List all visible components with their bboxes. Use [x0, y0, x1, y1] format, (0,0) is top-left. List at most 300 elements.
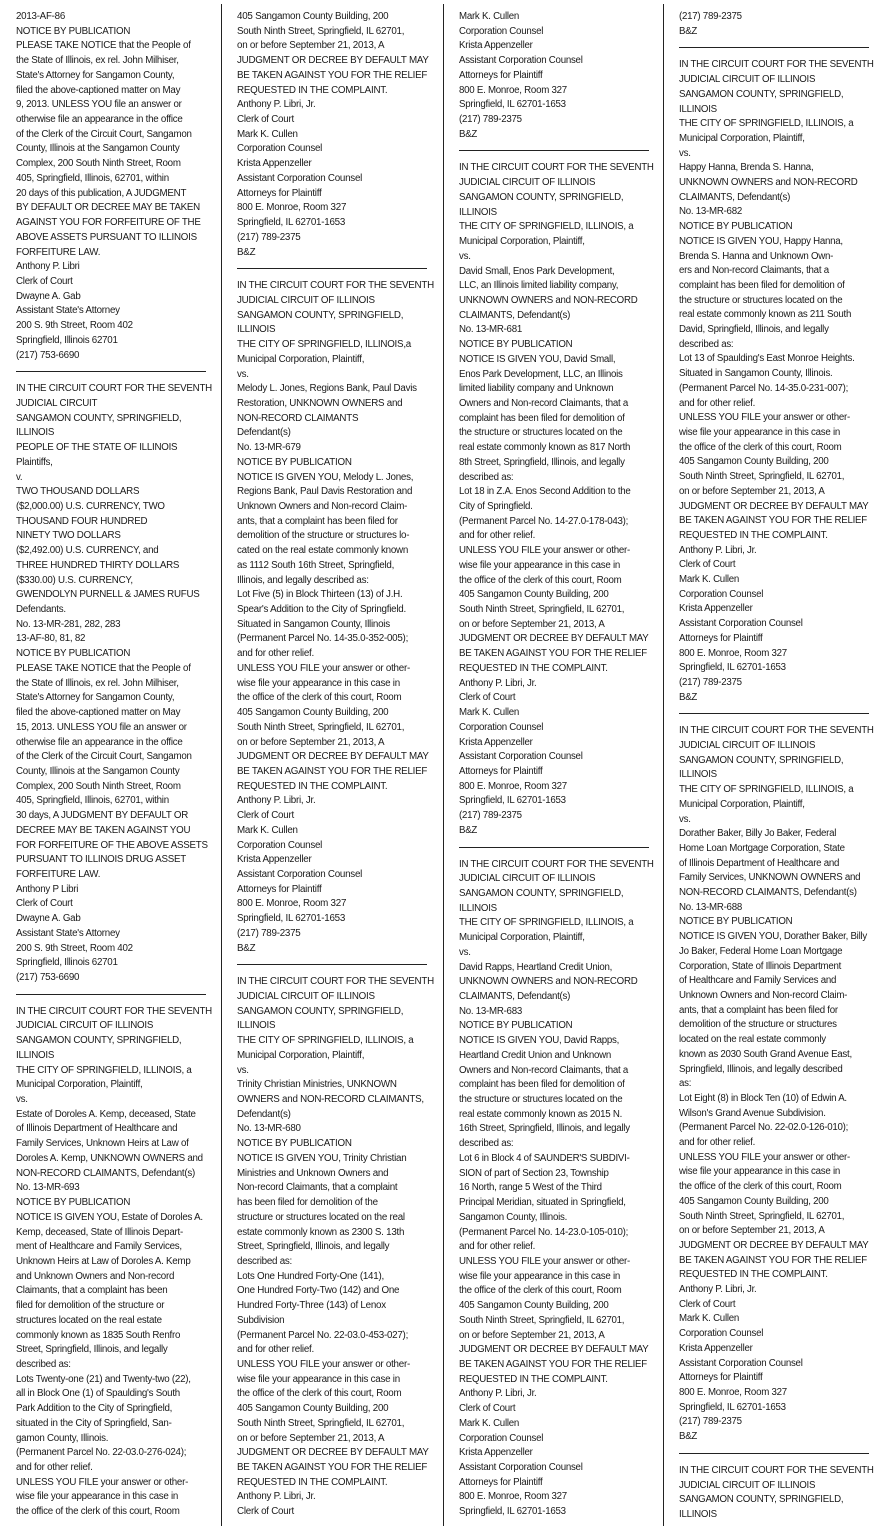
- notice-text-line: (Permanent Parcel No. 22-03.0-276-024);: [16, 1447, 187, 1459]
- notice-text-line: JUDGMENT OR DECREE BY DEFAULT MAY: [237, 751, 429, 763]
- notice-text-line: ment of Healthcare and Family Services,: [16, 1241, 182, 1253]
- notice-text-line: ers and Non-record Claimants, that a: [679, 265, 829, 277]
- notice-text-line: ILLINOIS: [459, 206, 497, 218]
- notice-text-line: 405 Sangamon County Building, 200: [237, 1403, 389, 1415]
- notice-text-line: NOTICE IS GIVEN YOU, Trinity Christian: [237, 1152, 407, 1164]
- notice-text-line: Springfield, Illinois 62701: [16, 334, 118, 346]
- notice-text-line: NOTICE BY PUBLICATION: [16, 25, 131, 37]
- notice-text-line: Corporation Counsel: [459, 25, 544, 37]
- notice-text-line: BE TAKEN AGAINST YOU FOR THE RELIEF: [237, 765, 428, 777]
- notice-text-line: BE TAKEN AGAINST YOU FOR THE RELIEF: [459, 648, 647, 660]
- notice-text-line: THE CITY OF SPRINGFIELD, ILLINOIS, a: [237, 1035, 414, 1047]
- notice-text-line: B&Z: [237, 942, 256, 954]
- notice-text-line: NON-RECORD CLAIMANTS, Defendant(s): [16, 1167, 195, 1179]
- notice-text-line: (217) 789-2375: [459, 114, 522, 126]
- notice-text-line: Attorneys for Plaintiff: [237, 187, 322, 199]
- notice-text-line: NOTICE BY PUBLICATION: [237, 1138, 352, 1150]
- notice-text-line: David Rapps, Heartland Credit Union,: [459, 961, 613, 973]
- notice-text-line: wise file your appearance in this case in: [237, 677, 400, 689]
- notice-text-line: IN THE CIRCUIT COURT FOR THE SEVENTH: [16, 1005, 212, 1017]
- notice-text-line: described as:: [459, 1138, 514, 1150]
- notice-text-line: Assistant State's Attorney: [16, 305, 120, 317]
- notice-text-line: and for other relief.: [237, 1344, 314, 1356]
- notice-text-line: Clerk of Court: [237, 114, 294, 126]
- notice-text-line: NOTICE BY PUBLICATION: [16, 648, 131, 660]
- notice-text-line: SANGAMON COUNTY, SPRINGFIELD,: [237, 309, 404, 321]
- notice-text-line: One Hundred Forty-Two (142) and One: [237, 1285, 400, 1297]
- notice-text-line: Springfield, IL 62701-1653: [237, 913, 346, 925]
- notice-text-line: B&Z: [679, 691, 698, 703]
- notice-text-line: JUDICIAL CIRCUIT OF ILLINOIS: [679, 1479, 816, 1491]
- notice-text-line: THOUSAND FOUR HUNDRED: [16, 515, 148, 527]
- notice-text-line: Ministries and Unknown Owners and: [237, 1167, 389, 1179]
- notice-text-line: described as:: [237, 1255, 293, 1267]
- notice-text-line: Estate of Doroles A. Kemp, deceased, State: [16, 1108, 196, 1120]
- notice-text-line: wise file your appearance in this case in: [16, 1491, 179, 1503]
- notice-text-line: No. 13-MR-680: [237, 1123, 301, 1135]
- notice-text-line: Owners and Non-record Claimants, that a: [459, 397, 629, 409]
- notice-text-line: 800 E. Monroe, Room 327: [459, 1491, 567, 1503]
- notice-text-line: 800 E. Monroe, Room 327: [237, 202, 347, 214]
- notice-text-line: Corporation Counsel: [679, 588, 764, 600]
- notice-text-line: AGAINST YOU FOR FORFEITURE OF THE: [16, 217, 201, 229]
- notice-text-line: JUDICIAL CIRCUIT OF ILLINOIS: [237, 294, 375, 306]
- notice-text-line: vs.: [237, 1064, 249, 1076]
- notice-text-line: BE TAKEN AGAINST YOU FOR THE RELIEF: [459, 1358, 647, 1370]
- notice-text-line: real estate commonly known as 211 South: [679, 309, 852, 321]
- notice-text-line: No. 13-MR-693: [16, 1182, 80, 1194]
- notice-text-line: PEOPLE OF THE STATE OF ILLINOIS: [16, 442, 178, 454]
- notice-text-line: (217) 789-2375: [679, 1416, 742, 1428]
- notice-text-line: NOTICE IS GIVEN YOU, Estate of Doroles A.: [16, 1211, 203, 1223]
- notice-text-line: No. 13-MR-281, 282, 283: [16, 618, 121, 630]
- notice-text-line: as 1112 South 16th Street, Springfield,: [237, 559, 395, 571]
- notice-text-line: No. 13-MR-681: [459, 324, 522, 336]
- notice-text-line: 2013-AF-86: [16, 11, 65, 22]
- notice-text-line: JUDGMENT OR DECREE BY DEFAULT MAY: [237, 1447, 429, 1459]
- notice-text-line: 405, Springfield, Illinois, 62701, within: [16, 172, 169, 184]
- notice-text-line: JUDICIAL CIRCUIT OF ILLINOIS: [679, 74, 816, 86]
- notice-text-line: OWNERS and NON-RECORD CLAIMANTS,: [237, 1094, 424, 1106]
- notice-text-line: Mark K. Cullen: [679, 1313, 740, 1325]
- notice-text-line: Principal Meridian, situated in Springfield,: [459, 1197, 626, 1209]
- notice-text-line: Municipal Corporation, Plaintiff,: [459, 932, 585, 944]
- notice-text-line: Springfield, IL 62701-1653: [237, 217, 346, 229]
- notice-text-line: BE TAKEN AGAINST YOU FOR THE RELIEF: [237, 1462, 428, 1473]
- notice-text-line: the office of the clerk of this court, Room: [237, 1388, 402, 1400]
- notice-text-line: Attorneys for Plaintiff: [459, 69, 543, 81]
- notice-text-line: IN THE CIRCUIT COURT FOR THE SEVENTH: [459, 162, 654, 174]
- notice-text-line: UNLESS YOU FILE your answer or other-: [237, 662, 410, 674]
- notice-text-line: Springfield, Illinois, and legally described: [679, 1063, 843, 1075]
- notice-text-line: Corporation Counsel: [459, 1432, 544, 1444]
- notice-text-line: filed for demolition of the structure or: [16, 1300, 165, 1312]
- notice-text-line: THE CITY OF SPRINGFIELD, ILLINOIS, a: [16, 1064, 192, 1076]
- notice-text-line: Clerk of Court: [16, 898, 73, 910]
- notice-text-line: ILLINOIS: [679, 103, 717, 115]
- notice-text-line: Mark K. Cullen: [679, 574, 740, 586]
- notice-text-line: Unknown Heirs at Law of Doroles A. Kemp: [16, 1255, 191, 1267]
- notice-text-line: Clerk of Court: [459, 692, 516, 704]
- notice-text-line: 405 Sangamon County Building, 200: [459, 589, 609, 601]
- notice-text-line: ILLINOIS: [16, 427, 55, 439]
- notice-text-line: 20 days of this publication, A JUDGMENT: [16, 187, 187, 199]
- notice-text-line: known as 2030 South Grand Avenue East,: [679, 1048, 852, 1060]
- notice-text-line: Heartland Credit Union and Unknown: [459, 1049, 611, 1061]
- notice-text-line: NOTICE BY PUBLICATION: [679, 221, 793, 233]
- notice-text-line: SANGAMON COUNTY, SPRINGFIELD,: [237, 1005, 404, 1017]
- notice-text-line: UNLESS YOU FILE your answer or other-: [679, 412, 850, 424]
- notice-text-line: Municipal Corporation, Plaintiff,: [237, 353, 365, 365]
- notice-text-line: Family Services, Unknown Heirs at Law of: [16, 1138, 189, 1150]
- notice-text-line: on or before September 21, 2013, A: [679, 1225, 825, 1237]
- notice-text-line: 405 Sangamon County Building, 200: [679, 456, 829, 468]
- notice-text-line: REQUESTED IN THE COMPLAINT.: [679, 529, 828, 541]
- notice-text-line: REQUESTED IN THE COMPLAINT.: [237, 780, 388, 792]
- notice-text-line: Krista Appenzeller: [459, 40, 533, 52]
- notice-text-line: Krista Appenzeller: [237, 158, 312, 170]
- notice-text-line: NOTICE BY PUBLICATION: [16, 1197, 131, 1209]
- notice-text-line: Dwayne A. Gab: [16, 290, 81, 302]
- notice-text-line: IN THE CIRCUIT COURT FOR THE SEVENTH: [459, 858, 654, 870]
- notice-text-line: SANGAMON COUNTY, SPRINGFIELD,: [16, 412, 182, 424]
- notice-text-line: Street, Springfield, Illinois, and legally: [237, 1241, 390, 1253]
- notice-text-line: Wilson's Grand Avenue Subdivision.: [679, 1107, 826, 1119]
- notice-text-line: Springfield, IL 62701-1653: [459, 795, 566, 807]
- notice-text-line: the structure or structures located on the: [459, 1094, 623, 1106]
- notice-text-line: complaint has been filed for demolition of: [679, 279, 845, 291]
- notice-text-line: UNLESS YOU FILE your answer or other-: [459, 1255, 630, 1267]
- notice-text-line: No. 13-MR-688: [679, 901, 742, 913]
- notice-text-line: NOTICE BY PUBLICATION: [459, 339, 573, 351]
- notice-text-line: JUDICIAL CIRCUIT OF ILLINOIS: [459, 873, 596, 885]
- notice-text-line: Sangamon County, Illinois.: [459, 1211, 568, 1223]
- notice-text-line: the office of the clerk of this court, Room: [16, 1506, 180, 1518]
- notice-text-line: Dwayne A. Gab: [16, 913, 81, 925]
- notice-text-line: IN THE CIRCUIT COURT FOR THE SEVENTH: [237, 280, 434, 292]
- notice-text-line: Corporation Counsel: [237, 839, 323, 851]
- notice-text-line: gamon County, Illinois.: [16, 1432, 109, 1444]
- notice-text-line: real estate commonly known as 2015 N.: [459, 1108, 623, 1120]
- notice-text-line: JUDGMENT OR DECREE BY DEFAULT MAY: [459, 633, 649, 645]
- notice-text-line: vs.: [679, 147, 691, 159]
- notice-text-line: NON-RECORD CLAIMANTS: [237, 412, 359, 424]
- notice-text-line: complaint has been filed for demolition of: [459, 1079, 625, 1091]
- notice-text-line: South Ninth Street, Springfield, IL 62701,: [679, 471, 845, 483]
- notice-text-line: Krista Appenzeller: [459, 736, 533, 748]
- notice-text-line: JUDGMENT OR DECREE BY DEFAULT MAY: [679, 1239, 869, 1251]
- legal-notice: [237, 279, 435, 956]
- notice-text-line: Assistant Corporation Counsel: [679, 1357, 803, 1369]
- notice-text-line: South Ninth Street, Springfield, IL 62701,: [459, 604, 625, 616]
- notice-text-line: UNLESS YOU FILE your answer or other-: [679, 1151, 850, 1163]
- notice-text-line: Attorneys for Plaintiff: [679, 1372, 763, 1384]
- notice-text-line: described as:: [679, 338, 734, 350]
- notice-text-line: Assistant Corporation Counsel: [237, 868, 363, 880]
- notice-text-line: GWENDOLYN PURNELL & JAMES RUFUS: [16, 589, 200, 601]
- notice-text-line: SANGAMON COUNTY, SPRINGFIELD,: [459, 887, 624, 899]
- notice-text-line: ILLINOIS: [459, 902, 497, 914]
- notice-text-line: structure or structures located on the real: [237, 1211, 405, 1223]
- notice-text-line: the office of the clerk of this court, Room: [237, 692, 402, 704]
- notice-text-line: Defendant(s): [237, 427, 291, 439]
- notice-text-line: No. 13-MR-683: [459, 1005, 522, 1017]
- notice-text-line: REQUESTED IN THE COMPLAINT.: [459, 1373, 608, 1385]
- notice-text-line: SION of part of Section 23, Township: [459, 1167, 609, 1179]
- notice-text-line: Corporation Counsel: [459, 721, 544, 733]
- notice-text-line: 800 E. Monroe, Room 327: [679, 647, 787, 659]
- notice-text-line: Municipal Corporation, Plaintiff,: [459, 236, 585, 248]
- notice-text-line: and for other relief.: [459, 1241, 536, 1253]
- notice-text-line: Lot 13 of Spaulding's East Monroe Heights.: [679, 353, 855, 365]
- notice-text-line: ($330.00) U.S. CURRENCY,: [16, 574, 133, 586]
- notice-text-line: ($2,492.00) U.S. CURRENCY, and: [16, 545, 159, 557]
- notice-text-line: Mark K. Cullen: [237, 824, 298, 836]
- notice-text-line: demolition of the structure or structures lo-: [237, 530, 410, 542]
- notice-text-line: and Unknown Owners and Non-record: [16, 1270, 175, 1282]
- notice-text-line: described as:: [459, 471, 514, 483]
- notice-text-line: IN THE CIRCUIT COURT FOR THE SEVENTH: [679, 725, 874, 737]
- notice-text-line: vs.: [459, 946, 471, 958]
- notice-text-line: NOTICE IS GIVEN YOU, Dorather Baker, Billy: [679, 931, 867, 943]
- notice-text-line: State's Attorney for Sangamon County,: [16, 692, 175, 704]
- notice-text-line: vs.: [16, 1094, 28, 1106]
- notice-text-line: UNLESS YOU FILE your answer or other-: [237, 1358, 410, 1370]
- notice-text-line: FORFEITURE LAW.: [16, 868, 101, 880]
- notice-text-line: B&Z: [459, 824, 478, 836]
- notice-text-line: Non-record Claimants, that a complaint: [237, 1182, 398, 1194]
- notice-text-line: Attorneys for Plaintiff: [237, 883, 322, 895]
- notice-text-line: THE CITY OF SPRINGFIELD, ILLINOIS, a: [459, 917, 634, 929]
- notice-text-line: CLAIMANTS, Defendant(s): [679, 191, 791, 203]
- notice-separator-rule: [679, 1453, 869, 1454]
- notice-text-line: of Illinois Department of Healthcare and: [679, 857, 840, 869]
- notice-text-line: the office of the clerk of this court, Room: [679, 441, 842, 453]
- notice-text-line: IN THE CIRCUIT COURT FOR THE SEVENTH: [237, 976, 434, 988]
- notice-text-line: Illinois, and legally described as:: [237, 574, 369, 586]
- notice-text-line: SANGAMON COUNTY, SPRINGFIELD,: [16, 1035, 182, 1047]
- notice-text-line: Krista Appenzeller: [459, 1447, 533, 1459]
- notice-text-line: (Permanent Parcel No. 14-27.0-178-043);: [459, 515, 629, 527]
- notice-text-line: Anthony P. Libri, Jr.: [237, 795, 316, 807]
- notice-text-line: SANGAMON COUNTY, SPRINGFIELD,: [459, 191, 624, 203]
- notice-text-line: UNKNOWN OWNERS and NON-RECORD: [679, 177, 858, 189]
- notice-text-line: the office of the clerk of this court, Room: [459, 1285, 622, 1297]
- notice-text-line: Anthony P. Libri, Jr.: [679, 544, 757, 556]
- notice-text-line: as:: [679, 1078, 692, 1090]
- column-2: [221, 0, 443, 1530]
- column-divider: [663, 4, 664, 1526]
- legal-notice: [16, 382, 213, 985]
- notice-text-line: ABOVE ASSETS PURSUANT TO ILLINOIS: [16, 231, 197, 243]
- notice-text-line: NINETY TWO DOLLARS: [16, 530, 121, 542]
- notice-text-line: REQUESTED IN THE COMPLAINT.: [237, 84, 388, 96]
- notice-text-line: Unknown Owners and Non-record Claim-: [679, 990, 848, 1001]
- notice-text-line: JUDICIAL CIRCUIT OF ILLINOIS: [16, 1020, 154, 1032]
- notice-text-line: (217) 789-2375: [237, 231, 301, 243]
- notice-text-line: Corporation, State of Illinois Department: [679, 960, 842, 972]
- notice-text-line: and for other relief.: [459, 530, 536, 542]
- notice-text-line: Trinity Christian Ministries, UNKNOWN: [237, 1079, 397, 1091]
- notice-text-line: Attorneys for Plaintiff: [459, 765, 543, 777]
- notice-text-line: THREE HUNDRED THIRTY DOLLARS: [16, 559, 180, 571]
- notice-text-line: Springfield, Illinois 62701: [16, 957, 118, 969]
- notice-text-line: DECREE MAY BE TAKEN AGAINST YOU: [16, 824, 191, 836]
- column-3: [443, 0, 663, 1530]
- notice-text-line: Municipal Corporation, Plaintiff,: [237, 1049, 365, 1061]
- notice-text-line: THE CITY OF SPRINGFIELD, ILLINOIS,a: [237, 339, 411, 351]
- notice-text-line: demolition of the structure or structures: [679, 1019, 837, 1031]
- notice-text-line: LLC, an Illinois limited liability company,: [459, 280, 619, 292]
- notice-text-line: located on the real estate commonly: [679, 1034, 826, 1046]
- notice-text-line: Krista Appenzeller: [237, 854, 312, 866]
- notice-separator-rule: [459, 150, 649, 151]
- notice-text-line: Unknown Owners and Non-record Claim-: [237, 501, 408, 512]
- notice-text-line: 8th Street, Springfield, Illinois, and legally: [459, 456, 625, 468]
- notice-text-line: limited liability company and Unknown: [459, 383, 614, 395]
- notice-text-line: David Small, Enos Park Development,: [459, 265, 615, 277]
- notice-text-line: UNLESS YOU FILE your answer or other-: [459, 545, 630, 557]
- notice-text-line: Assistant Corporation Counsel: [679, 618, 803, 630]
- notice-text-line: JUDGMENT OR DECREE BY DEFAULT MAY: [679, 500, 869, 512]
- notice-text-line: Lot Eight (8) in Block Ten (10) of Edwin A.: [679, 1092, 847, 1104]
- notice-text-line: SANGAMON COUNTY, SPRINGFIELD,: [679, 1494, 844, 1506]
- notice-text-line: situated in the City of Springfield, San-: [16, 1417, 172, 1429]
- notice-text-line: 16th Street, Springfield, Illinois, and legally: [459, 1123, 630, 1135]
- notice-text-line: JUDICIAL CIRCUIT OF ILLINOIS: [459, 177, 596, 189]
- notice-text-line: wise file your appearance in this case in: [459, 1270, 620, 1282]
- notice-separator-rule: [237, 268, 427, 269]
- notice-text-line: described as:: [16, 1358, 71, 1370]
- notice-text-line: NOTICE IS GIVEN YOU, Happy Hanna,: [679, 235, 843, 247]
- legal-notice: [237, 975, 435, 1520]
- notice-text-line: Assistant Corporation Counsel: [459, 751, 583, 763]
- notice-text-line: BE TAKEN AGAINST YOU FOR THE RELIEF: [237, 69, 428, 81]
- notice-text-line: Plaintiffs,: [16, 456, 53, 468]
- notice-separator-rule: [459, 847, 649, 848]
- notice-text-line: Clerk of Court: [679, 559, 736, 571]
- notice-text-line: otherwise file an appearance in the office: [16, 114, 183, 126]
- notice-text-line: the office of the clerk of this court, Room: [679, 1181, 842, 1193]
- notice-text-line: 405 Sangamon County Building, 200: [459, 1300, 609, 1312]
- notice-text-line: BE TAKEN AGAINST YOU FOR THE RELIEF: [679, 515, 867, 527]
- notice-text-line: 15, 2013. UNLESS YOU file an answer or: [16, 721, 187, 733]
- legal-notice: [679, 724, 875, 1444]
- notice-text-line: South Ninth Street, Springfield, IL 62701,: [237, 25, 405, 37]
- notice-text-line: FOR FORFEITURE OF THE ABOVE ASSETS: [16, 839, 208, 851]
- notice-text-line: (217) 789-2375: [679, 11, 742, 22]
- legal-notice: [16, 1005, 213, 1520]
- notice-text-line: (217) 789-2375: [237, 927, 301, 939]
- notice-text-line: the structure or structures located on the: [459, 427, 623, 439]
- notice-text-line: Anthony P. Libri, Jr.: [679, 1284, 757, 1296]
- notice-text-line: SANGAMON COUNTY, SPRINGFIELD,: [679, 754, 844, 766]
- notice-text-line: Enos Park Development, LLC, an Illinois: [459, 368, 623, 380]
- notice-text-line: the structure or structures located on the: [679, 294, 843, 306]
- notice-text-line: JUDGMENT OR DECREE BY DEFAULT MAY: [237, 55, 429, 67]
- notice-text-line: THE CITY OF SPRINGFIELD, ILLINOIS, a: [459, 221, 634, 233]
- notice-text-line: wise file your appearance in this case in: [679, 426, 840, 438]
- notice-text-line: Defendant(s): [237, 1108, 291, 1120]
- legal-notice: [237, 10, 435, 260]
- notice-text-line: (Permanent Parcel No. 14-23.0-105-010);: [459, 1226, 629, 1238]
- notice-text-line: ants, that a complaint has been filed for: [679, 1004, 838, 1016]
- notice-text-line: 405, Springfield, Illinois, 62701, within: [16, 795, 169, 807]
- notice-text-line: City of Springfield.: [459, 501, 533, 512]
- notice-text-line: on or before September 21, 2013, A: [459, 1329, 605, 1341]
- notice-text-line: 16 North, range 5 West of the Third: [459, 1182, 602, 1194]
- notice-text-line: Doroles A. Kemp, UNKNOWN OWNERS and: [16, 1152, 203, 1164]
- notice-text-line: South Ninth Street, Springfield, IL 62701,: [237, 721, 405, 733]
- notice-text-line: State's Attorney for Sangamon County,: [16, 69, 175, 81]
- notice-text-line: 800 E. Monroe, Room 327: [459, 780, 567, 792]
- notice-text-line: Lots Twenty-one (21) and Twenty-two (22),: [16, 1373, 191, 1385]
- notice-text-line: ILLINOIS: [237, 324, 276, 336]
- notice-text-line: B&Z: [459, 128, 478, 140]
- notice-text-line: NOTICE IS GIVEN YOU, David Rapps,: [459, 1035, 620, 1047]
- notice-text-line: Clerk of Court: [237, 1506, 294, 1518]
- notice-text-line: UNLESS YOU FILE your answer or other-: [16, 1476, 189, 1488]
- column-divider: [221, 4, 222, 1526]
- notice-text-line: Mark K. Cullen: [237, 128, 298, 140]
- notice-text-line: South Ninth Street, Springfield, IL 62701,: [459, 1314, 625, 1326]
- notice-text-line: No. 13-MR-682: [679, 206, 742, 218]
- notice-text-line: Dorather Baker, Billy Jo Baker, Federal: [679, 828, 837, 840]
- notice-text-line: Restoration, UNKNOWN OWNERS and: [237, 397, 403, 409]
- notice-text-line: the State of Illinois, ex rel. John Milhiser,: [16, 677, 179, 689]
- notice-text-line: and for other relief.: [679, 397, 756, 409]
- notice-text-line: Clerk of Court: [679, 1298, 736, 1310]
- notice-text-line: ($2,000.00) U.S. CURRENCY, TWO: [16, 501, 165, 512]
- notice-text-line: wise file your appearance in this case in: [459, 559, 620, 571]
- notice-text-line: Owners and Non-record Claimants, that a: [459, 1064, 629, 1076]
- notice-text-line: Attorneys for Plaintiff: [459, 1476, 543, 1488]
- notice-text-line: Anthony P. Libri, Jr.: [459, 1388, 537, 1400]
- notice-text-line: Springfield, IL 62701-1653: [679, 662, 786, 674]
- notice-separator-rule: [16, 994, 206, 995]
- notice-text-line: FORFEITURE LAW.: [16, 246, 101, 258]
- notice-text-line: 800 E. Monroe, Room 327: [679, 1386, 787, 1398]
- notice-text-line: IN THE CIRCUIT COURT FOR THE SEVENTH: [679, 1464, 874, 1476]
- notice-text-line: Corporation Counsel: [679, 1328, 764, 1340]
- notice-text-line: Mark K. Cullen: [459, 707, 520, 719]
- notice-text-line: BE TAKEN AGAINST YOU FOR THE RELIEF: [679, 1254, 867, 1266]
- notice-text-line: Clerk of Court: [237, 810, 294, 822]
- notice-text-line: Springfield, IL 62701-1653: [679, 1401, 786, 1413]
- notice-separator-rule: [16, 371, 206, 372]
- notice-text-line: NOTICE BY PUBLICATION: [679, 916, 793, 928]
- notice-text-line: vs.: [679, 813, 691, 825]
- notice-text-line: B&Z: [679, 1431, 698, 1443]
- notice-text-line: (Permanent Parcel No. 14-35.0-352-005);: [237, 633, 409, 645]
- notice-text-line: SANGAMON COUNTY, SPRINGFIELD,: [679, 88, 844, 100]
- notice-text-line: of the Clerk of the Circuit Court, Sangamon: [16, 751, 192, 763]
- notice-text-line: on or before September 21, 2013, A: [237, 1432, 385, 1444]
- notice-text-line: Springfield, IL 62701-1653: [459, 99, 566, 111]
- legal-notice: [679, 58, 875, 705]
- notice-separator-rule: [679, 47, 869, 48]
- notice-text-line: filed the above-captioned matter on May: [16, 707, 181, 719]
- notice-text-line: (Permanent Parcel No. 22-03.0-453-027);: [237, 1329, 409, 1341]
- notice-text-line: on or before September 21, 2013, A: [237, 40, 385, 52]
- notice-text-line: Corporation Counsel: [237, 143, 323, 155]
- notice-text-line: commonly known as 1835 South Renfro: [16, 1329, 181, 1341]
- notice-text-line: has been filed for demolition of the: [237, 1197, 378, 1209]
- notice-text-line: Lot Five (5) in Block Thirteen (13) of J.H.: [237, 589, 403, 601]
- notice-text-line: of the Clerk of the Circuit Court, Sangamon: [16, 128, 192, 140]
- notice-text-line: Complex, 200 South Ninth Street, Room: [16, 780, 181, 792]
- notice-text-line: and for other relief.: [16, 1462, 93, 1473]
